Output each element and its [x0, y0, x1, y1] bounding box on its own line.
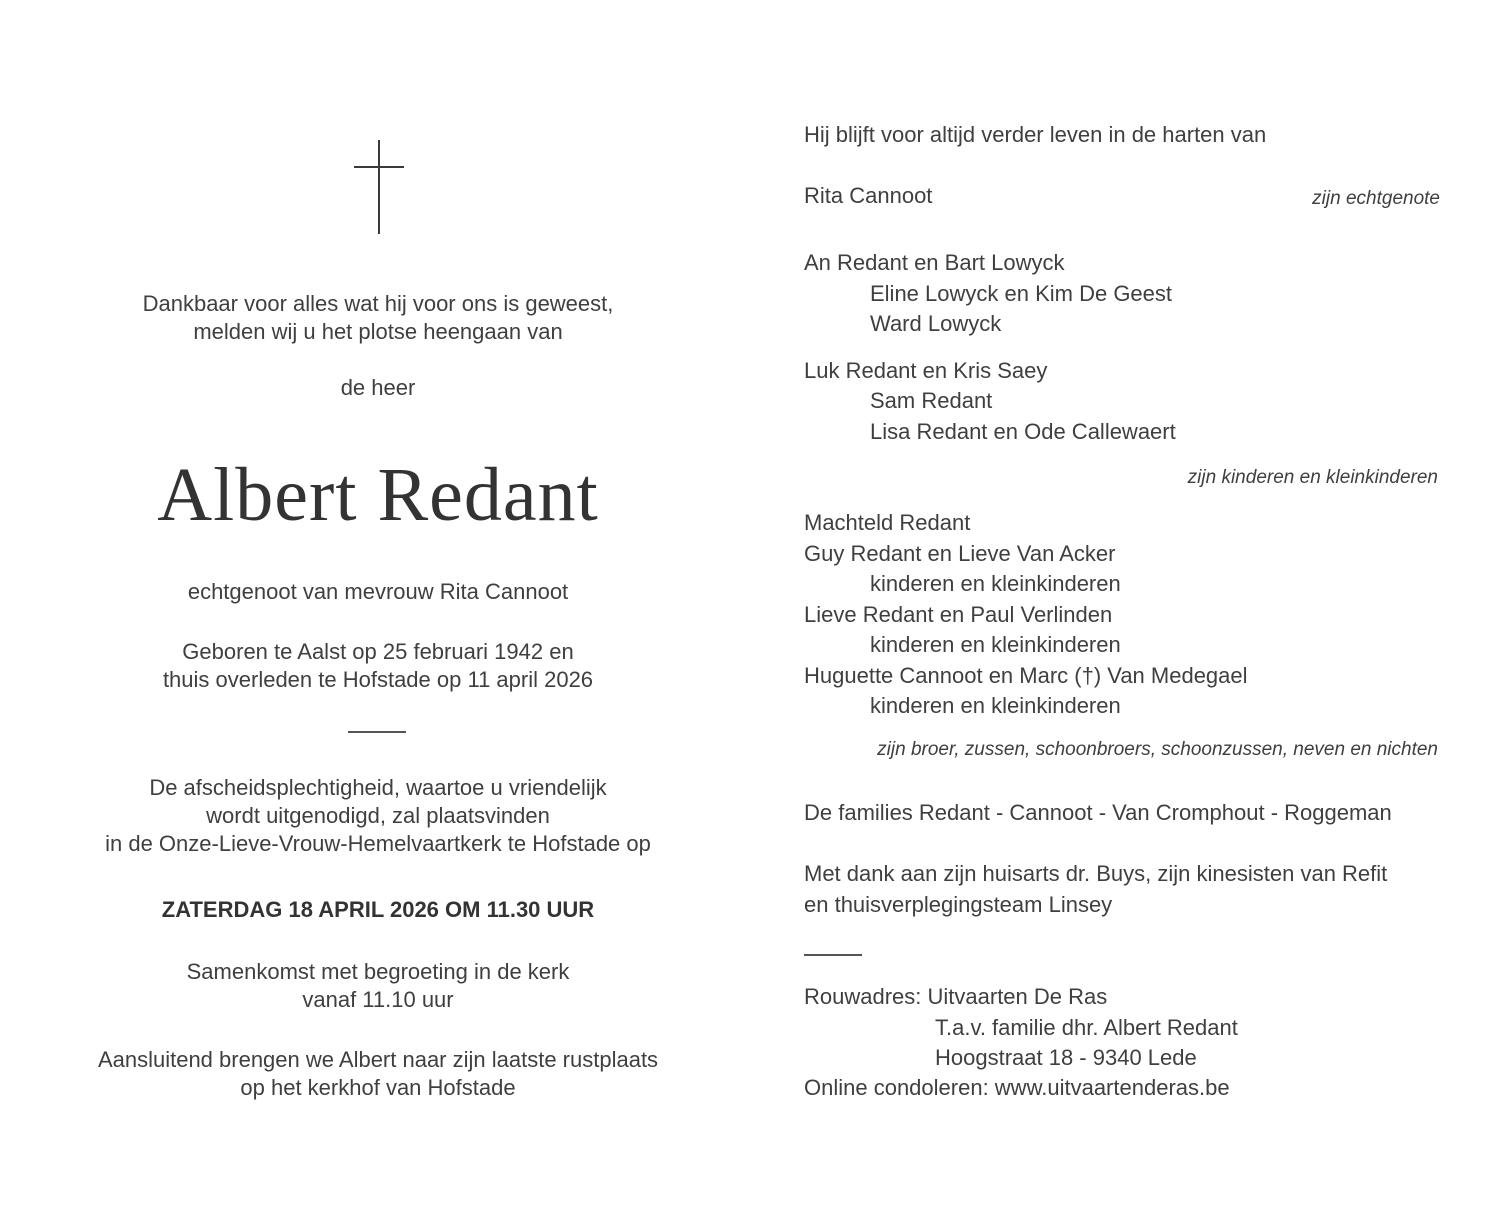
intro-text — [40, 290, 716, 346]
sibling-line: Lieve Redant en Paul Verlinden — [804, 602, 1113, 627]
intro-line: Dankbaar voor alles wat hij voor ons is geweest, — [142, 291, 614, 316]
thanks-line: en thuisverplegingsteam Linsey — [804, 892, 1113, 917]
families-line: De families Redant - Cannoot - Van Cromphout - Roggeman — [804, 800, 1392, 825]
sibling-line: Guy Redant en Lieve Van Acker — [804, 541, 1116, 566]
ceremony-line: De afscheidsplechtigheid, waartoe u vriendelijk — [149, 775, 607, 800]
condolence-link[interactable]: Online condoleren: www.uitvaartenderas.be — [804, 1075, 1230, 1100]
address-line: T.a.v. familie dhr. Albert Redant — [935, 1015, 1238, 1040]
gathering-text — [40, 958, 716, 1014]
address-line: Rouwadres: Uitvaarten De Ras — [804, 984, 1108, 1009]
birth-line: Geboren te Aalst op 25 februari 1942 en — [182, 639, 574, 664]
sibling-descendants: kinderen en kleinkinderen — [870, 693, 1121, 718]
spouse-name: Rita Cannoot — [804, 183, 933, 208]
burial-line: op het kerkhof van Hofstade — [240, 1075, 516, 1100]
address-line: Hoogstraat 18 - 9340 Lede — [935, 1045, 1197, 1070]
honorific: de heer — [340, 375, 416, 400]
burial-line: Aansluitend brengen we Albert naar zijn laatste rustplaats — [97, 1047, 659, 1072]
child-line: Luk Redant en Kris Saey — [804, 358, 1048, 383]
spouse-relation: zijn echtgenote — [1312, 188, 1440, 209]
sibling-line: Machteld Redant — [804, 510, 971, 535]
gathering-line: Samenkomst met begroeting in de kerk — [186, 959, 570, 984]
divider — [804, 954, 862, 956]
ceremony-text — [40, 774, 716, 858]
children-relation: zijn kinderen en kleinkinderen — [1187, 467, 1438, 488]
ceremony-date: ZATERDAG 18 APRIL 2026 OM 11.30 UUR — [161, 897, 595, 922]
deceased-name: Albert Redant — [157, 453, 599, 537]
gathering-line: vanaf 11.10 uur — [302, 987, 454, 1012]
ceremony-line: wordt uitgenodigd, zal plaatsvinden — [206, 803, 550, 828]
grandchild-line: Sam Redant — [870, 388, 993, 413]
siblings-relation: zijn broer, zussen, schoonbroers, schoonzussen, neven en nichten — [877, 739, 1438, 760]
cross-icon — [354, 140, 404, 236]
death-line: thuis overleden te Hofstade op 11 april 2026 — [162, 667, 594, 692]
grandchild-line: Eline Lowyck en Kim De Geest — [870, 281, 1173, 306]
divider — [348, 731, 406, 733]
grandchild-line: Lisa Redant en Ode Callewaert — [870, 419, 1176, 444]
burial-text — [40, 1046, 716, 1102]
sibling-line: Huguette Cannoot en Marc (†) Van Medegael — [804, 663, 1248, 688]
sibling-descendants: kinderen en kleinkinderen — [870, 571, 1121, 596]
spouse-line: echtgenoot van mevrouw Rita Cannoot — [187, 579, 569, 604]
thanks-line: Met dank aan zijn huisarts dr. Buys, zijn kinesisten van Refit — [804, 861, 1388, 886]
ceremony-line: in de Onze-Lieve-Vrouw-Hemelvaartkerk te Hofstade op — [105, 831, 651, 856]
intro-line: melden wij u het plotse heengaan van — [193, 319, 563, 344]
birth-death-text — [40, 638, 716, 694]
child-line: An Redant en Bart Lowyck — [804, 250, 1065, 275]
grandchild-line: Ward Lowyck — [870, 311, 1002, 336]
mourners-heading: Hij blijft voor altijd verder leven in de harten van — [804, 122, 1267, 147]
sibling-descendants: kinderen en kleinkinderen — [870, 632, 1121, 657]
